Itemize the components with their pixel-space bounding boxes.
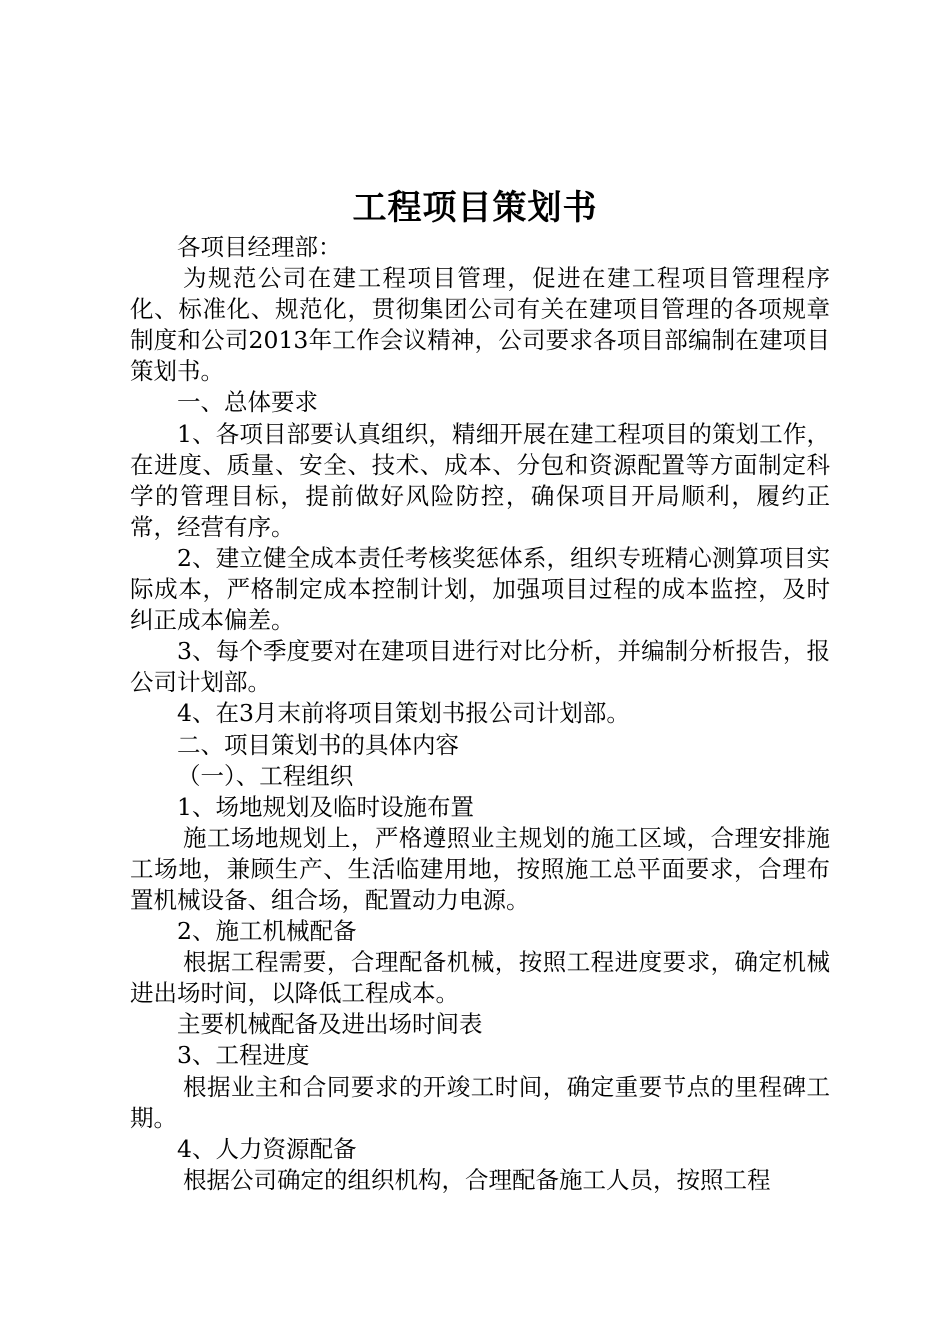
- site-planning-paragraph: 施工场地规划上，严格遵照业主规划的施工区域，合理安排施工场地，兼顾生产、生活临建用地，按照施工总平面要求，合理布置机械设备、组合场，配置动力电源。: [130, 823, 830, 914]
- section-heading-general: 一、总体要求: [177, 388, 318, 417]
- section-heading-content: 二、项目策划书的具体内容: [177, 730, 459, 759]
- intro-paragraph: 为规范公司在建工程项目管理，促进在建工程项目管理程序化、标准化、规范化，贯彻集团公司有关在建项目管理的各项规章制度和公司2013年工作会议精神，公司要求各项目部编制在建项目策划书。: [130, 264, 830, 386]
- machinery-table-caption: 主要机械配备及进出场时间表: [177, 1010, 483, 1039]
- item-heading-site-planning: 1、场地规划及临时设施布置: [177, 792, 474, 821]
- staffing-paragraph: 根据公司确定的组织机构，合理配备施工人员，按照工程: [183, 1165, 771, 1194]
- document-title: 工程项目策划书: [352, 188, 598, 228]
- requirement-3: 3、每个季度要对在建项目进行对比分析，并编制分析报告，报公司计划部。: [130, 637, 830, 697]
- requirement-4: 4、在3月末前将项目策划书报公司计划部。: [177, 699, 630, 728]
- progress-paragraph: 根据业主和合同要求的开竣工时间，确定重要节点的里程碑工期。: [130, 1072, 830, 1132]
- item-heading-machinery: 2、施工机械配备: [177, 917, 357, 946]
- item-heading-progress: 3、工程进度: [177, 1041, 310, 1070]
- subsection-heading-organization: （一）、工程组织: [177, 761, 354, 790]
- machinery-paragraph: 根据工程需要，合理配备机械，按照工程进度要求，确定机械进出场时间，以降低工程成本。: [130, 948, 830, 1008]
- document-body: [130, 232, 830, 1196]
- requirement-1: 1、各项目部要认真组织，精细开展在建工程项目的策划工作，在进度、质量、安全、技术、成本、分包和资源配置等方面制定科学的管理目标，提前做好风险防控，确保项目开局顺利，履约正常，经营有序。: [130, 419, 830, 541]
- salutation: 各项目经理部：: [177, 233, 342, 261]
- item-heading-staffing: 4、人力资源配备: [177, 1134, 357, 1163]
- requirement-2: 2、建立健全成本责任考核奖惩体系，组织专班精心测算项目实际成本，严格制定成本控制计划，加强项目过程的成本监控，及时纠正成本偏差。: [130, 543, 830, 635]
